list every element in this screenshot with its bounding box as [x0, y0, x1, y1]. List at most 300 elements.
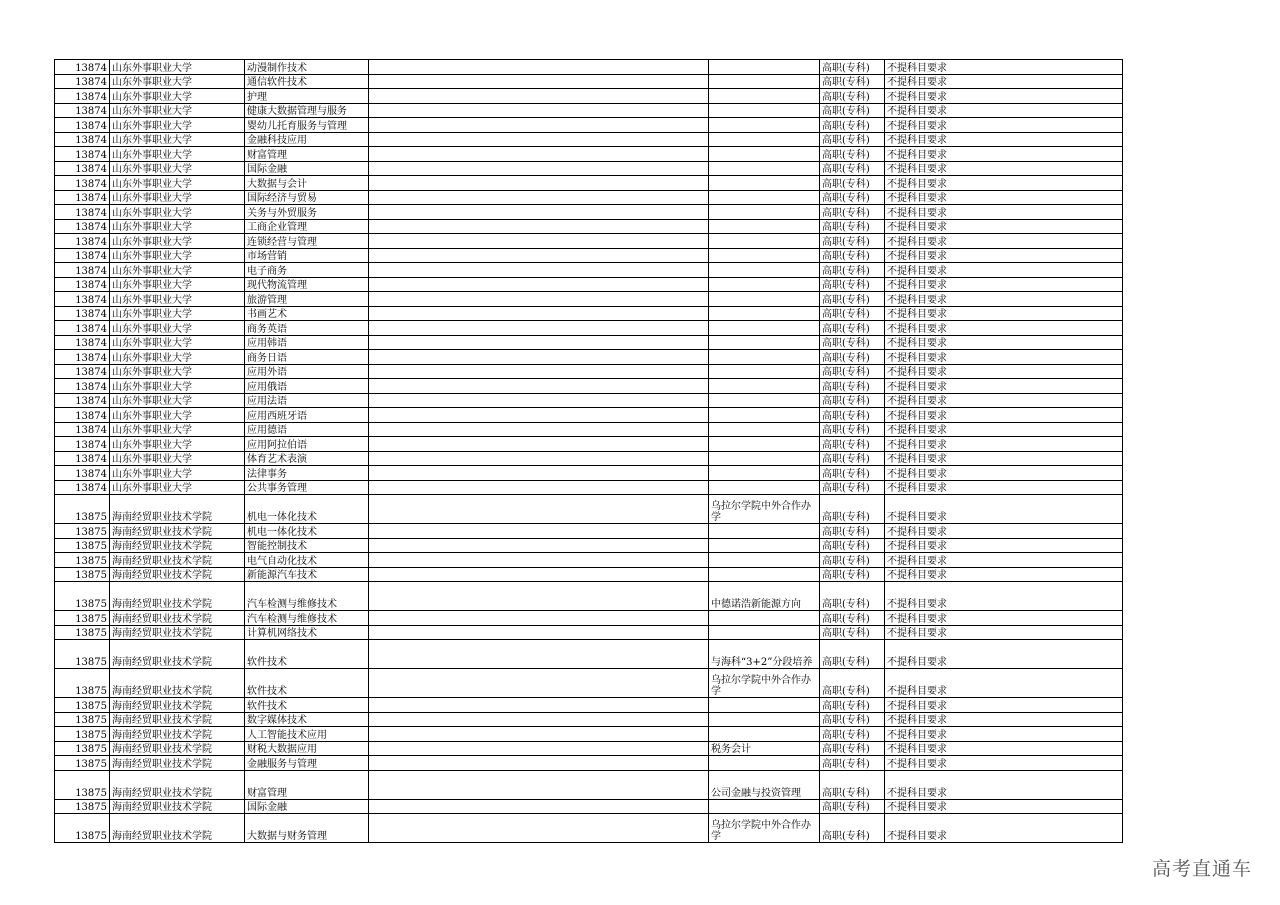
- school-code-cell: 13875: [55, 625, 110, 640]
- subject-requirement-cell: 不提科目要求: [885, 205, 1123, 220]
- major-note-cell: [709, 437, 820, 452]
- level-cell: 高职(专科): [820, 625, 885, 640]
- remark-cell: [369, 567, 709, 582]
- watermark: 高考直通车: [1151, 858, 1252, 880]
- level-cell: 高职(专科): [820, 176, 885, 191]
- table-row: [55, 727, 1123, 742]
- school-name-cell: 海南经贸职业技术学院: [110, 495, 245, 524]
- major-name-cell: 数字媒体技术: [245, 712, 369, 727]
- school-code-cell: 13874: [55, 451, 110, 466]
- major-name-cell: 应用德语: [245, 422, 369, 437]
- table-row: [55, 364, 1123, 379]
- major-note-cell: [709, 553, 820, 568]
- remark-cell: [369, 205, 709, 220]
- school-name-cell: 山东外事职业大学: [110, 335, 245, 350]
- subject-requirement-cell: 不提科目要求: [885, 147, 1123, 162]
- major-note-cell: 乌拉尔学院中外合作办学: [709, 495, 820, 524]
- major-note-cell: 中德诺浩新能源方向: [709, 582, 820, 611]
- school-code-cell: 13874: [55, 234, 110, 249]
- school-name-cell: 山东外事职业大学: [110, 205, 245, 220]
- subject-requirement-cell: 不提科目要求: [885, 553, 1123, 568]
- subject-requirement-cell: 不提科目要求: [885, 437, 1123, 452]
- level-cell: 高职(专科): [820, 698, 885, 713]
- school-code-cell: 13874: [55, 379, 110, 394]
- table-row: [55, 422, 1123, 437]
- table-row: [55, 524, 1123, 539]
- major-name-cell: 金融服务与管理: [245, 756, 369, 771]
- school-code-cell: 13874: [55, 248, 110, 263]
- school-code-cell: 13874: [55, 364, 110, 379]
- major-note-cell: [709, 292, 820, 307]
- school-code-cell: 13874: [55, 321, 110, 336]
- level-cell: 高职(专科): [820, 190, 885, 205]
- major-name-cell: 大数据与财务管理: [245, 814, 369, 843]
- major-name-cell: 财富管理: [245, 147, 369, 162]
- school-name-cell: 山东外事职业大学: [110, 263, 245, 278]
- table-row: [55, 321, 1123, 336]
- school-name-cell: 山东外事职业大学: [110, 219, 245, 234]
- school-code-cell: 13874: [55, 118, 110, 133]
- remark-cell: [369, 553, 709, 568]
- subject-requirement-cell: 不提科目要求: [885, 219, 1123, 234]
- remark-cell: [369, 234, 709, 249]
- remark-cell: [369, 625, 709, 640]
- major-name-cell: 软件技术: [245, 698, 369, 713]
- school-code-cell: 13875: [55, 698, 110, 713]
- level-cell: 高职(专科): [820, 538, 885, 553]
- school-name-cell: 海南经贸职业技术学院: [110, 524, 245, 539]
- level-cell: 高职(专科): [820, 669, 885, 698]
- remark-cell: [369, 741, 709, 756]
- table-row: [55, 741, 1123, 756]
- school-code-cell: 13875: [55, 770, 110, 799]
- table-row: [55, 770, 1123, 799]
- school-name-cell: 海南经贸职业技术学院: [110, 770, 245, 799]
- major-name-cell: 国际金融: [245, 799, 369, 814]
- school-code-cell: 13875: [55, 640, 110, 669]
- school-code-cell: 13874: [55, 335, 110, 350]
- remark-cell: [369, 219, 709, 234]
- level-cell: 高职(专科): [820, 103, 885, 118]
- level-cell: 高职(专科): [820, 741, 885, 756]
- school-code-cell: 13874: [55, 103, 110, 118]
- table-row: [55, 408, 1123, 423]
- remark-cell: [369, 103, 709, 118]
- major-name-cell: 健康大数据管理与服务: [245, 103, 369, 118]
- level-cell: 高职(专科): [820, 335, 885, 350]
- remark-cell: [369, 161, 709, 176]
- school-code-cell: 13874: [55, 60, 110, 75]
- school-name-cell: 山东外事职业大学: [110, 350, 245, 365]
- major-note-cell: [709, 219, 820, 234]
- major-note-cell: [709, 625, 820, 640]
- remark-cell: [369, 727, 709, 742]
- major-name-cell: 财富管理: [245, 770, 369, 799]
- major-note-cell: [709, 712, 820, 727]
- school-name-cell: 山东外事职业大学: [110, 480, 245, 495]
- school-code-cell: 13875: [55, 611, 110, 626]
- level-cell: 高职(专科): [820, 814, 885, 843]
- major-name-cell: 公共事务管理: [245, 480, 369, 495]
- subject-requirement-cell: 不提科目要求: [885, 727, 1123, 742]
- remark-cell: [369, 190, 709, 205]
- table-row: [55, 756, 1123, 771]
- subject-requirement-cell: 不提科目要求: [885, 234, 1123, 249]
- school-name-cell: 山东外事职业大学: [110, 364, 245, 379]
- level-cell: 高职(专科): [820, 553, 885, 568]
- table-row: [55, 437, 1123, 452]
- table-row: [55, 480, 1123, 495]
- remark-cell: [369, 451, 709, 466]
- table-row: [55, 799, 1123, 814]
- major-note-cell: [709, 727, 820, 742]
- major-note-cell: [709, 393, 820, 408]
- remark-cell: [369, 277, 709, 292]
- level-cell: 高职(专科): [820, 306, 885, 321]
- major-note-cell: [709, 321, 820, 336]
- school-code-cell: 13874: [55, 161, 110, 176]
- major-name-cell: 现代物流管理: [245, 277, 369, 292]
- major-note-cell: 乌拉尔学院中外合作办学: [709, 669, 820, 698]
- major-name-cell: 市场营销: [245, 248, 369, 263]
- major-name-cell: 连锁经营与管理: [245, 234, 369, 249]
- table-row: [55, 350, 1123, 365]
- subject-requirement-cell: 不提科目要求: [885, 74, 1123, 89]
- school-code-cell: 13874: [55, 205, 110, 220]
- level-cell: 高职(专科): [820, 74, 885, 89]
- level-cell: 高职(专科): [820, 132, 885, 147]
- school-name-cell: 山东外事职业大学: [110, 190, 245, 205]
- school-name-cell: 海南经贸职业技术学院: [110, 538, 245, 553]
- table-row: [55, 292, 1123, 307]
- remark-cell: [369, 698, 709, 713]
- major-name-cell: 旅游管理: [245, 292, 369, 307]
- subject-requirement-cell: 不提科目要求: [885, 292, 1123, 307]
- table-row: [55, 234, 1123, 249]
- subject-requirement-cell: 不提科目要求: [885, 248, 1123, 263]
- school-code-cell: 13874: [55, 408, 110, 423]
- major-name-cell: 书画艺术: [245, 306, 369, 321]
- table-row: [55, 451, 1123, 466]
- remark-cell: [369, 292, 709, 307]
- subject-requirement-cell: 不提科目要求: [885, 538, 1123, 553]
- table-row: [55, 495, 1123, 524]
- remark-cell: [369, 379, 709, 394]
- major-name-cell: 大数据与会计: [245, 176, 369, 191]
- major-name-cell: 应用法语: [245, 393, 369, 408]
- major-note-cell: [709, 74, 820, 89]
- level-cell: 高职(专科): [820, 422, 885, 437]
- major-name-cell: 金融科技应用: [245, 132, 369, 147]
- remark-cell: [369, 263, 709, 278]
- major-note-cell: 乌拉尔学院中外合作办学: [709, 814, 820, 843]
- school-code-cell: 13874: [55, 306, 110, 321]
- major-name-cell: 电气自动化技术: [245, 553, 369, 568]
- table-row: [55, 379, 1123, 394]
- remark-cell: [369, 89, 709, 104]
- subject-requirement-cell: 不提科目要求: [885, 263, 1123, 278]
- school-code-cell: 13875: [55, 727, 110, 742]
- table-row: [55, 814, 1123, 843]
- school-code-cell: 13874: [55, 132, 110, 147]
- major-note-cell: [709, 190, 820, 205]
- remark-cell: [369, 799, 709, 814]
- major-note-cell: [709, 234, 820, 249]
- school-code-cell: 13874: [55, 277, 110, 292]
- remark-cell: [369, 393, 709, 408]
- remark-cell: [369, 712, 709, 727]
- level-cell: 高职(专科): [820, 219, 885, 234]
- major-name-cell: 汽车检测与维修技术: [245, 611, 369, 626]
- school-name-cell: 山东外事职业大学: [110, 176, 245, 191]
- level-cell: 高职(专科): [820, 205, 885, 220]
- school-name-cell: 海南经贸职业技术学院: [110, 669, 245, 698]
- table-row: [55, 132, 1123, 147]
- level-cell: 高职(专科): [820, 60, 885, 75]
- school-code-cell: 13875: [55, 799, 110, 814]
- remark-cell: [369, 814, 709, 843]
- major-name-cell: 通信软件技术: [245, 74, 369, 89]
- level-cell: 高职(专科): [820, 350, 885, 365]
- subject-requirement-cell: 不提科目要求: [885, 814, 1123, 843]
- school-code-cell: 13874: [55, 176, 110, 191]
- table-row: [55, 176, 1123, 191]
- level-cell: 高职(专科): [820, 147, 885, 162]
- remark-cell: [369, 611, 709, 626]
- level-cell: 高职(专科): [820, 567, 885, 582]
- table-row: [55, 669, 1123, 698]
- major-note-cell: [709, 408, 820, 423]
- subject-requirement-cell: 不提科目要求: [885, 335, 1123, 350]
- major-note-cell: [709, 132, 820, 147]
- level-cell: 高职(专科): [820, 437, 885, 452]
- school-code-cell: 13875: [55, 567, 110, 582]
- major-name-cell: 软件技术: [245, 640, 369, 669]
- subject-requirement-cell: 不提科目要求: [885, 698, 1123, 713]
- major-name-cell: 机电一体化技术: [245, 524, 369, 539]
- remark-cell: [369, 74, 709, 89]
- major-note-cell: [709, 422, 820, 437]
- subject-requirement-cell: 不提科目要求: [885, 451, 1123, 466]
- subject-requirement-cell: 不提科目要求: [885, 669, 1123, 698]
- school-code-cell: 13875: [55, 669, 110, 698]
- table-row: [55, 248, 1123, 263]
- remark-cell: [369, 466, 709, 481]
- major-note-cell: [709, 756, 820, 771]
- school-code-cell: 13874: [55, 190, 110, 205]
- remark-cell: [369, 770, 709, 799]
- level-cell: 高职(专科): [820, 756, 885, 771]
- remark-cell: [369, 335, 709, 350]
- major-note-cell: [709, 277, 820, 292]
- school-name-cell: 海南经贸职业技术学院: [110, 799, 245, 814]
- subject-requirement-cell: 不提科目要求: [885, 756, 1123, 771]
- school-name-cell: 海南经贸职业技术学院: [110, 698, 245, 713]
- major-note-cell: [709, 538, 820, 553]
- subject-requirement-cell: 不提科目要求: [885, 118, 1123, 133]
- table-row: [55, 625, 1123, 640]
- school-code-cell: 13875: [55, 712, 110, 727]
- remark-cell: [369, 118, 709, 133]
- enrollment-table: [54, 59, 1123, 843]
- major-note-cell: [709, 147, 820, 162]
- major-name-cell: 应用阿拉伯语: [245, 437, 369, 452]
- table-row: [55, 712, 1123, 727]
- major-name-cell: 电子商务: [245, 263, 369, 278]
- subject-requirement-cell: 不提科目要求: [885, 393, 1123, 408]
- school-name-cell: 海南经贸职业技术学院: [110, 756, 245, 771]
- school-name-cell: 山东外事职业大学: [110, 393, 245, 408]
- level-cell: 高职(专科): [820, 770, 885, 799]
- school-name-cell: 海南经贸职业技术学院: [110, 712, 245, 727]
- remark-cell: [369, 538, 709, 553]
- school-name-cell: 山东外事职业大学: [110, 248, 245, 263]
- major-note-cell: [709, 103, 820, 118]
- subject-requirement-cell: 不提科目要求: [885, 103, 1123, 118]
- table-row: [55, 582, 1123, 611]
- school-code-cell: 13875: [55, 495, 110, 524]
- subject-requirement-cell: 不提科目要求: [885, 379, 1123, 394]
- table-row: [55, 103, 1123, 118]
- school-code-cell: 13874: [55, 437, 110, 452]
- table-row: [55, 89, 1123, 104]
- level-cell: 高职(专科): [820, 393, 885, 408]
- remark-cell: [369, 176, 709, 191]
- remark-cell: [369, 495, 709, 524]
- school-code-cell: 13874: [55, 292, 110, 307]
- school-name-cell: 山东外事职业大学: [110, 118, 245, 133]
- table-body: [55, 60, 1123, 843]
- school-name-cell: 山东外事职业大学: [110, 103, 245, 118]
- major-name-cell: 关务与外贸服务: [245, 205, 369, 220]
- school-code-cell: 13875: [55, 582, 110, 611]
- subject-requirement-cell: 不提科目要求: [885, 741, 1123, 756]
- major-name-cell: 体育艺术表演: [245, 451, 369, 466]
- subject-requirement-cell: 不提科目要求: [885, 364, 1123, 379]
- school-name-cell: 山东外事职业大学: [110, 306, 245, 321]
- table-row: [55, 161, 1123, 176]
- major-note-cell: [709, 60, 820, 75]
- subject-requirement-cell: 不提科目要求: [885, 89, 1123, 104]
- school-name-cell: 山东外事职业大学: [110, 74, 245, 89]
- level-cell: 高职(专科): [820, 640, 885, 669]
- school-name-cell: 山东外事职业大学: [110, 379, 245, 394]
- major-note-cell: [709, 306, 820, 321]
- level-cell: 高职(专科): [820, 451, 885, 466]
- school-code-cell: 13874: [55, 480, 110, 495]
- remark-cell: [369, 422, 709, 437]
- major-name-cell: 商务日语: [245, 350, 369, 365]
- school-code-cell: 13875: [55, 756, 110, 771]
- major-note-cell: [709, 480, 820, 495]
- school-name-cell: 海南经贸职业技术学院: [110, 553, 245, 568]
- major-note-cell: [709, 263, 820, 278]
- subject-requirement-cell: 不提科目要求: [885, 582, 1123, 611]
- school-code-cell: 13875: [55, 814, 110, 843]
- table-row: [55, 698, 1123, 713]
- school-name-cell: 山东外事职业大学: [110, 60, 245, 75]
- major-name-cell: 婴幼儿托育服务与管理: [245, 118, 369, 133]
- level-cell: 高职(专科): [820, 480, 885, 495]
- table-row: [55, 611, 1123, 626]
- school-name-cell: 海南经贸职业技术学院: [110, 814, 245, 843]
- major-note-cell: [709, 176, 820, 191]
- level-cell: 高职(专科): [820, 712, 885, 727]
- remark-cell: [369, 60, 709, 75]
- major-name-cell: 财税大数据应用: [245, 741, 369, 756]
- remark-cell: [369, 248, 709, 263]
- school-name-cell: 山东外事职业大学: [110, 234, 245, 249]
- major-note-cell: [709, 379, 820, 394]
- level-cell: 高职(专科): [820, 524, 885, 539]
- major-name-cell: 应用韩语: [245, 335, 369, 350]
- school-name-cell: 海南经贸职业技术学院: [110, 640, 245, 669]
- major-note-cell: [709, 161, 820, 176]
- table-row: [55, 190, 1123, 205]
- subject-requirement-cell: 不提科目要求: [885, 350, 1123, 365]
- table-row: [55, 277, 1123, 292]
- table-row: [55, 335, 1123, 350]
- table-row: [55, 640, 1123, 669]
- major-name-cell: 应用俄语: [245, 379, 369, 394]
- remark-cell: [369, 756, 709, 771]
- remark-cell: [369, 669, 709, 698]
- level-cell: 高职(专科): [820, 161, 885, 176]
- subject-requirement-cell: 不提科目要求: [885, 408, 1123, 423]
- level-cell: 高职(专科): [820, 118, 885, 133]
- level-cell: 高职(专科): [820, 292, 885, 307]
- remark-cell: [369, 408, 709, 423]
- major-name-cell: 应用外语: [245, 364, 369, 379]
- major-name-cell: 国际经济与贸易: [245, 190, 369, 205]
- school-name-cell: 海南经贸职业技术学院: [110, 727, 245, 742]
- remark-cell: [369, 640, 709, 669]
- major-note-cell: [709, 350, 820, 365]
- subject-requirement-cell: 不提科目要求: [885, 799, 1123, 814]
- school-code-cell: 13874: [55, 422, 110, 437]
- school-name-cell: 山东外事职业大学: [110, 89, 245, 104]
- major-name-cell: 汽车检测与维修技术: [245, 582, 369, 611]
- school-name-cell: 山东外事职业大学: [110, 277, 245, 292]
- major-name-cell: 人工智能技术应用: [245, 727, 369, 742]
- major-note-cell: [709, 698, 820, 713]
- school-name-cell: 山东外事职业大学: [110, 451, 245, 466]
- table-row: [55, 466, 1123, 481]
- school-name-cell: 山东外事职业大学: [110, 161, 245, 176]
- major-name-cell: 软件技术: [245, 669, 369, 698]
- remark-cell: [369, 437, 709, 452]
- remark-cell: [369, 132, 709, 147]
- level-cell: 高职(专科): [820, 466, 885, 481]
- school-name-cell: 海南经贸职业技术学院: [110, 741, 245, 756]
- major-note-cell: [709, 451, 820, 466]
- subject-requirement-cell: 不提科目要求: [885, 277, 1123, 292]
- school-code-cell: 13874: [55, 466, 110, 481]
- major-note-cell: [709, 524, 820, 539]
- major-note-cell: [709, 799, 820, 814]
- remark-cell: [369, 147, 709, 162]
- table-row: [55, 306, 1123, 321]
- major-note-cell: 公司金融与投资管理: [709, 770, 820, 799]
- school-code-cell: 13874: [55, 393, 110, 408]
- school-name-cell: 海南经贸职业技术学院: [110, 567, 245, 582]
- level-cell: 高职(专科): [820, 379, 885, 394]
- major-note-cell: [709, 364, 820, 379]
- major-name-cell: 智能控制技术: [245, 538, 369, 553]
- subject-requirement-cell: 不提科目要求: [885, 466, 1123, 481]
- major-name-cell: 计算机网络技术: [245, 625, 369, 640]
- school-code-cell: 13874: [55, 74, 110, 89]
